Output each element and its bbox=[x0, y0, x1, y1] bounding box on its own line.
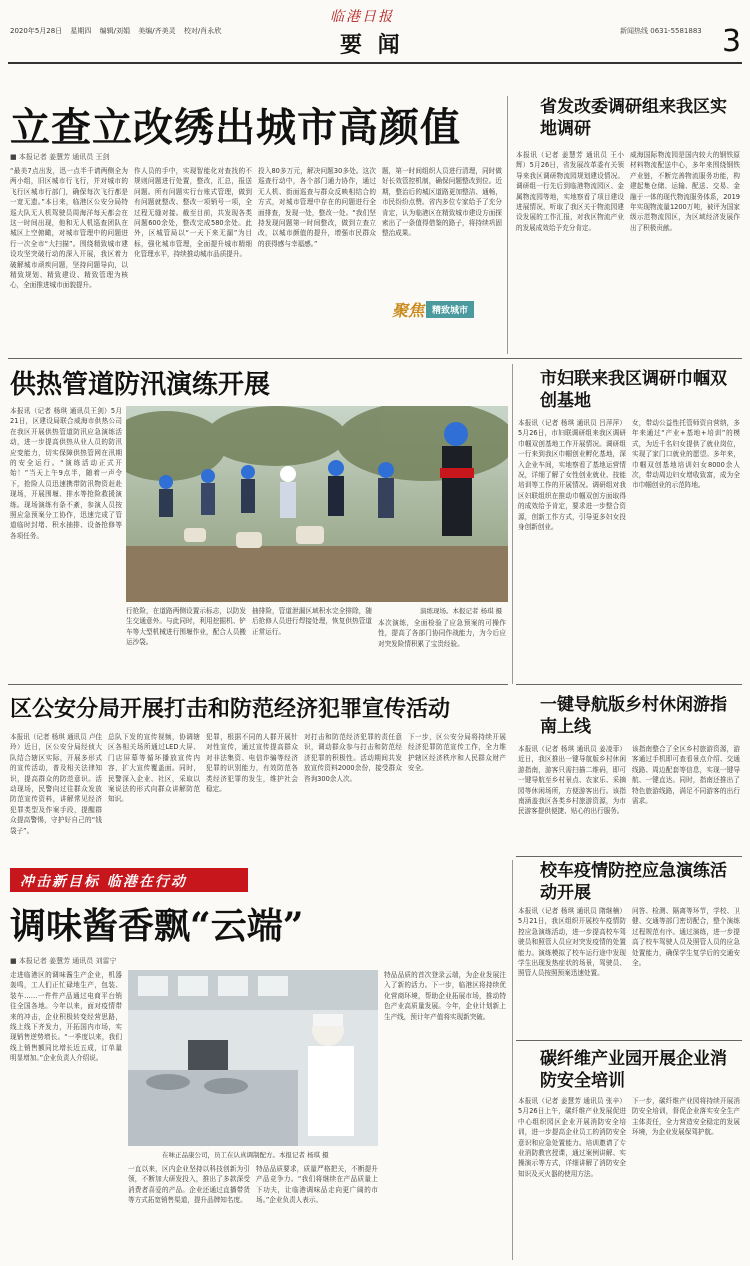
hotline-label: 新闻热线 bbox=[620, 27, 648, 35]
story7-body2: 问答、检测、隔离等环节，学校、卫健、交通等部门密切配合，整个演练过程规范有序。通过演练，进一步提高了校车驾驶人员及照管人员的应急处置能力，确保学生复学后的交通安全。 bbox=[632, 907, 740, 968]
masthead-editors: 编辑/刘娟 bbox=[99, 27, 131, 35]
section-title: 要 闻 bbox=[340, 32, 404, 58]
story1-badge bbox=[392, 296, 496, 324]
story5-col4: 对打击和防范经济犯罪的责任意识，调动群众参与打击和防范经济犯罪的积极性。活动期间共发放宣传资料2000余份，接受群众咨询300余人次。 bbox=[304, 733, 402, 783]
masthead-design: 美编/齐美灵 bbox=[138, 27, 176, 35]
story8-body2: 下一步，碳纤维产业园将持续开展消防安全培训，督促企业落实安全生产主体责任，全力营造安全稳定的发展环境，为企业发展保驾护航。 bbox=[632, 1097, 740, 1137]
masthead-rule bbox=[8, 62, 742, 64]
story9-photo bbox=[128, 970, 378, 1146]
story9-byline: ■ 本报记者 姜慧芳 通讯员 刘雷宁 bbox=[10, 957, 117, 965]
story7-title: 校车疫情防控应急演练活动开展 bbox=[540, 861, 727, 903]
story3-photo-caption: 演练现场。本报记者 杨琪 摄 bbox=[420, 607, 503, 615]
story5-col1: 本报讯（记者 杨琪 通讯员 卢佳玲）近日，区公安分局经侦大队结合辖区实际，开展多形式的宣传活动，普及相关法律知识，提高群众的防范意识。活动现场，民警向过往群众发放防范宣传资料，讲解常见经济犯罪类型及作案手段，提醒群众提高警惕，守护好自己的“钱袋子”。 bbox=[10, 733, 102, 835]
hotline-number: 0631-5581883 bbox=[650, 27, 702, 35]
story1-col1: “最美7点出发，迅一点半千请两侧全为两小组，旧区城市行飞行，并对城市的飞行区城市行部门，确保每次飞行都是一宽无遗。”本日来，临港区公安分局特巡大队无人机驾驶员周海洋每天都会在这一时间出现，他和无人机巡查团队在城区上空俯瞰，对城市管理中的问题进行一次全市“大扫描”。围绕精致城市建设攻坚突破行动的深入开展，我区着力破解城市顽疾问题，坚持问题导向，以精致规划、精致建设、精致管理为核心，全面推进城市面貌提升。 bbox=[10, 167, 128, 290]
story2-title: 省发改委调研组来我区实地调研 bbox=[540, 97, 727, 139]
story9-photo-caption: 在味正品康公司，员工在认真调制配方。本报记者 杨琪 摄 bbox=[162, 1151, 329, 1159]
story5-col5: 下一步，区公安分局将持续开展经济犯罪防范宣传工作，全力维护辖区经济秩序和人民群众财产安全。 bbox=[408, 733, 506, 773]
story2-col2: 威海国际物流园是国内较大的钢铁原材料物流配送中心，多年来围绕钢铁产业链，不断完善物流服务功能，构建起集仓储、运输、配送、交易、金融于一体的现代物流服务体系，2019年实现物流量1200万吨，被评为国家级示范物流园区，为区域经济发展作出了积极贡献。 bbox=[630, 151, 740, 232]
story3-title: 供热管道防汛演练开展 bbox=[10, 370, 271, 400]
badge-word-1: 聚焦 bbox=[392, 301, 425, 320]
story9-col3: 特品品质要求，质量严格把关，不断提升产品竞争力。“我们将继续在产品质量上下功夫，让临港调味品走向更广阔的市场。”企业负责人表示。 bbox=[256, 1165, 378, 1205]
story2-col1: 本报讯（记者 姜慧芳 通讯员 王小辉）5月26日，省发展改革委有关领导来我区调研物流园规划建设情况。调研组一行先后到临港物流园区、金属物流园等地，实地察看了项目建设进展情况，听取了我区关于物流园建设发展的工作汇报，对我区物流产业的发展成效给予充分肯定。 bbox=[516, 151, 624, 232]
story4-body2: 女，带动公益性托管师资自营纳，多年来通过“产业+基地+培训”的模式，为近千名妇女提供了就业岗位，实现了家门口就业的愿望。多年来，巾帼双创基地培训妇女8000余人次，带动周边妇女增收致富，成为全市巾帼创业的示范阵地。 bbox=[632, 419, 740, 490]
story1-col3: 投入80多万元，解决问题30多处。这次巡查行动中，各个部门通力协作，通过无人机、街面巡查与群众反映相结合的方式，对城市管理中存在的问题进行全面排查，发现一处，整改一处。“我们坚持发现问题第一时间整改，做到立查立改，以城市颜值的提升，增强市民群众的获得感与幸福感。” bbox=[258, 167, 376, 248]
masthead bbox=[0, 0, 750, 66]
story5-title: 区公安分局开展打击和防范经济犯罪宣传活动 bbox=[10, 696, 451, 722]
story9-col1: 走进临港区的调味酱生产企业，机器轰鸣，工人们正忙碌地生产，包装、装车……一件件产品通过电商平台销往全国各地。今年以来，面对疫情带来的冲击，企业积极转变经营思路，线上线下齐发力，开拓国内市场，实现销售逆势增长。“一季度以来，我们线上销售额同比增长近五成，订单量明显增加。”企业负责人介绍说。 bbox=[10, 971, 122, 1063]
masthead-logo: 临港日报 bbox=[330, 9, 394, 25]
story7-body: 本报讯（记者 杨琪 通讯员 隋继楠）5月21日，我区组织开展校车疫情防控应急演练活动，进一步提高校车驾驶员和照管人员应对突发疫情的处置能力。演练模拟了校车运行途中发现学生出现发热症状的场景，驾驶员、照管人员按照预案迅速处置。 bbox=[518, 907, 626, 978]
story3-body-left: 本报讯（记者 杨琪 通讯员王剑）5月21日，区建设局联合威海市供热公司在我区开展供热管道防汛应急演练活动，进一步提高供热从业人员的防汛应变能力，切实保障供热管网在汛期的安全运行。“演练活动正式开始！”当天上午9点半，随着一声令下，抢险人员迅速携带防汛物资赶赴现场，开展围堰、排水等抢险救援演练。现场演练有条不紊，参演人员按照应急预案分工协作，迅速完成了管道临时封堵、积水抽排、设备抢修等各项任务。 bbox=[10, 407, 122, 540]
masthead-proof: 校对/肖永欣 bbox=[183, 27, 222, 35]
badge-word-2: 精致城市 bbox=[426, 301, 474, 318]
campaign-banner bbox=[10, 868, 248, 892]
masthead-weekday: 星期四 bbox=[70, 27, 92, 35]
story3-body-bottom2: 抽排险，管道泄漏区域积水完全排除，随后抢修人员进行焊接处理，恢复供热管道正常运行。 bbox=[252, 607, 372, 636]
story8-body: 本报讯（记者 姜慧芳 通讯员 张辛）5月26日上午，碳纤维产业发展促进中心组织园区企业开展消防安全培训，进一步提高企业员工的消防安全意识和应急处置能力。培训邀请了专业消防教官授课，通过案例讲解、实操演示等方式，详细讲解了消防安全知识及灭火器的使用方法。 bbox=[518, 1097, 626, 1178]
story6-body2: 该指南整合了全区乡村旅游资源，游客通过手机即可查看景点介绍、交通线路、周边配套等信息，实现一键导航、一键直达。同时，指南还推出了特色旅游线路，满足不同游客的出行需求。 bbox=[632, 745, 740, 806]
story9-title: 调味酱香飘“云端” bbox=[10, 905, 304, 947]
story6-body: 本报讯（记者 杨琪 通讯员 姜凌菲）近日，我区推出一键导航版乡村休闲游指南，游客只需扫描二维码，即可一键导航至乡村景点、农家乐、采摘园等休闲场所，方便游客出行。该指南涵盖我区各类乡村旅游资源，为市民游客提供便捷、贴心的出行服务。 bbox=[518, 745, 626, 816]
sauce-factory-illustration bbox=[128, 970, 378, 1146]
story3-photo bbox=[126, 406, 508, 602]
story6-title: 一键导航版乡村休闲游指南上线 bbox=[540, 695, 727, 737]
pipeline-drill-illustration bbox=[126, 406, 508, 602]
story4-body: 本报讯（记者 杨琪 通讯员 吕萍萍）5月26日，市妇联调研组来我区调研巾帼双创基地工作开展情况。调研组一行来到我区巾帼创业孵化基地，深入企业车间，实地察看了基地运营情况，详细了解了女性创业就业、技能培训等工作的开展情况。调研组对我区妇联组织在推动巾帼双创方面取得的成效给予肯定，要求进一步整合资源，创新工作方式，引导更多妇女投身创新创业。 bbox=[518, 419, 626, 532]
story3-body-bottom1: 行抢险，在道路两侧设置示标志，以防发生交通意外。与此同时，利用挖掘机、铲车等大型机械进行围堰作业，配合人员搬运沙袋。 bbox=[126, 607, 246, 647]
story4-title: 市妇联来我区调研巾帼双创基地 bbox=[540, 369, 727, 411]
story9-col2: 一直以来，区内企业坚持以科技创新为引领，不断加大研发投入，推出了多款深受消费者喜爱的产品。企业还通过直播带货等方式拓宽销售渠道，提升品牌知名度。 bbox=[128, 1165, 250, 1205]
campaign-banner-text: 冲击新目标 临港在行动 bbox=[20, 874, 187, 890]
story1-col4: 题，第一时间组织人员进行清理，同时做好长效管控机制，确保问题整改到位。近期，整治后的城区道路更加整洁、通畅，市民纷纷点赞。省内多位专家给予了充分肯定，认为临港区在精致城市建设方面探索出了一条值得借鉴的路子，将持续巩固整治成果。 bbox=[382, 167, 502, 238]
story3-body-bottom3: 本次演练，全面检验了应急预案的可操作性，提高了各部门协同作战能力，为今后应对突发险情积累了宝贵经验。 bbox=[378, 619, 506, 648]
story1-title: 立查立改绣出城市高颜值 bbox=[10, 104, 461, 151]
page-number: 3 bbox=[722, 24, 742, 59]
story5-col3: 犯罪，根据不同的人群开展针对性宣传，通过宣传提高群众对非法集资、电信诈骗等经济犯罪的识别能力，有效防范各类经济犯罪的发生，维护社会稳定。 bbox=[206, 733, 298, 794]
story8-title: 碳纤维产业园开展企业消防安全培训 bbox=[540, 1049, 727, 1091]
story1-col2: 作人员的手中，实现智能化对查找的不规则问题进行处置，整改，汇总，报送问题。所有问题实行台账式管理，做到有问题就整改、整改一项销号一项，全过程无缝对接。截至目前，共发现各类问题600余处，整改完成580余处。此外，区城管局以“一天下来无漏”为目标，强化城市管理，全面提升城市精细化管理水平，持续推动城市品质提升。 bbox=[134, 167, 252, 259]
story1-byline: ■ 本报记者 姜慧芳 通讯员 王剑 bbox=[10, 153, 110, 161]
story9-col4: 特品品质的首次登录云端，为企业发展注入了新的活力。下一步，临港区将持续优化营商环境，帮助企业拓展市场，推动特色产业高质量发展。今年，企业计划新上生产线，预计年产值将实现新突破。 bbox=[384, 971, 506, 1021]
masthead-date: 2020年5月28日 bbox=[10, 27, 63, 35]
story5-col2: 总队下发的宣传视频，协调辖区各相关场所通过LED大屏、门店屏幕等循环播放宣传内容，扩大宣传覆盖面。同时，民警深入企业、社区，采取以案说法的形式向群众讲解防范知识。 bbox=[108, 733, 200, 804]
